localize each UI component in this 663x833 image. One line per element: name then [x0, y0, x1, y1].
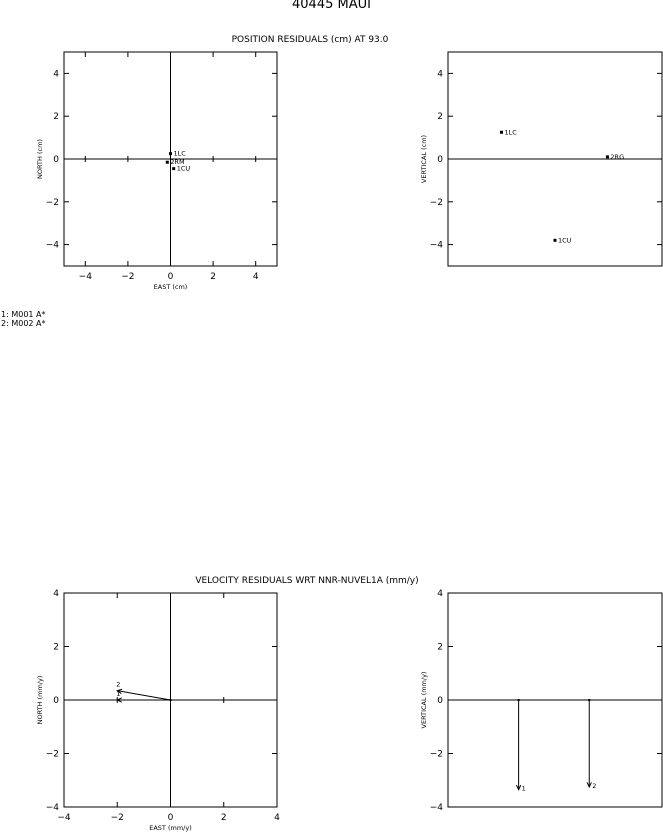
y-tick-label: −2 — [45, 197, 59, 208]
y-axis-label: NORTH (mm/y) — [36, 675, 44, 725]
y-tick-label: −4 — [429, 240, 443, 251]
y-tick-label: 4 — [53, 589, 59, 599]
y-axis-label: VERTICAL (mm/y) — [420, 671, 428, 729]
x-tick-label: 0 — [167, 272, 174, 282]
data-point-label: 2RM — [170, 158, 185, 167]
y-tick-label: −2 — [429, 749, 443, 760]
y-tick-label: 0 — [437, 155, 443, 165]
legend-entry: 1: M001 A* — [1, 310, 46, 319]
y-tick-label: 0 — [53, 696, 59, 706]
chart-title: VELOCITY RESIDUALS WRT NNR-NUVEL1A (mm/y) — [195, 576, 419, 586]
data-point — [554, 239, 557, 242]
x-tick-label: 2 — [220, 813, 227, 823]
vector-origin — [588, 699, 590, 701]
x-axis-label: EAST (cm) — [153, 283, 188, 291]
data-point-label: 1CU — [558, 236, 572, 245]
y-tick-label: 2 — [53, 642, 59, 653]
velocity-vector — [117, 691, 170, 700]
x-tick-label: 2 — [210, 272, 216, 282]
y-tick-label: 0 — [437, 696, 443, 706]
x-tick-label: 0 — [167, 813, 174, 823]
y-axis-label: NORTH (cm) — [36, 139, 44, 179]
velocity-vector-label: 2 — [116, 680, 121, 689]
x-tick-label: −4 — [78, 272, 92, 282]
y-tick-label: 4 — [53, 69, 59, 80]
y-tick-label: 2 — [437, 642, 443, 653]
station-title: 40445 MAUI — [292, 0, 371, 12]
y-tick-label: −2 — [429, 197, 443, 208]
vector-origin — [518, 699, 520, 701]
y-axis-label: VERTICAL (cm) — [420, 134, 428, 184]
chart-title: POSITION RESIDUALS (cm) AT 93.0 — [231, 35, 389, 45]
legend-entry: 2: M002 A* — [1, 319, 46, 328]
data-point-label: 1LC — [173, 149, 186, 158]
x-axis-label: EAST (mm/y) — [149, 824, 192, 832]
x-tick-label: −2 — [121, 272, 135, 282]
velocity-vector-label: 2 — [592, 781, 597, 790]
data-point-label: 1CU — [176, 164, 191, 173]
x-tick-label: 4 — [252, 272, 259, 282]
data-point-label: 1LC — [504, 128, 517, 137]
data-point — [172, 167, 175, 170]
x-tick-label: 4 — [274, 813, 280, 823]
x-tick-label: −2 — [110, 813, 124, 823]
y-tick-label: −4 — [45, 803, 59, 813]
y-tick-label: 2 — [53, 112, 59, 123]
y-tick-label: −4 — [429, 803, 443, 813]
data-point — [166, 161, 169, 164]
data-point — [606, 155, 609, 158]
data-point — [169, 152, 172, 155]
vector-origin — [170, 699, 172, 701]
y-tick-label: 4 — [437, 589, 443, 599]
data-point — [500, 131, 503, 134]
y-tick-label: −4 — [45, 240, 59, 251]
velocity-vector-label: 1 — [116, 690, 121, 698]
x-tick-label: −4 — [57, 813, 71, 823]
y-tick-label: 2 — [437, 112, 443, 123]
y-tick-label: −2 — [45, 749, 59, 760]
y-tick-label: 4 — [437, 69, 443, 80]
y-tick-label: 0 — [53, 155, 59, 165]
data-point-label: 2RG — [610, 152, 625, 161]
velocity-vector-label: 1 — [521, 784, 526, 793]
